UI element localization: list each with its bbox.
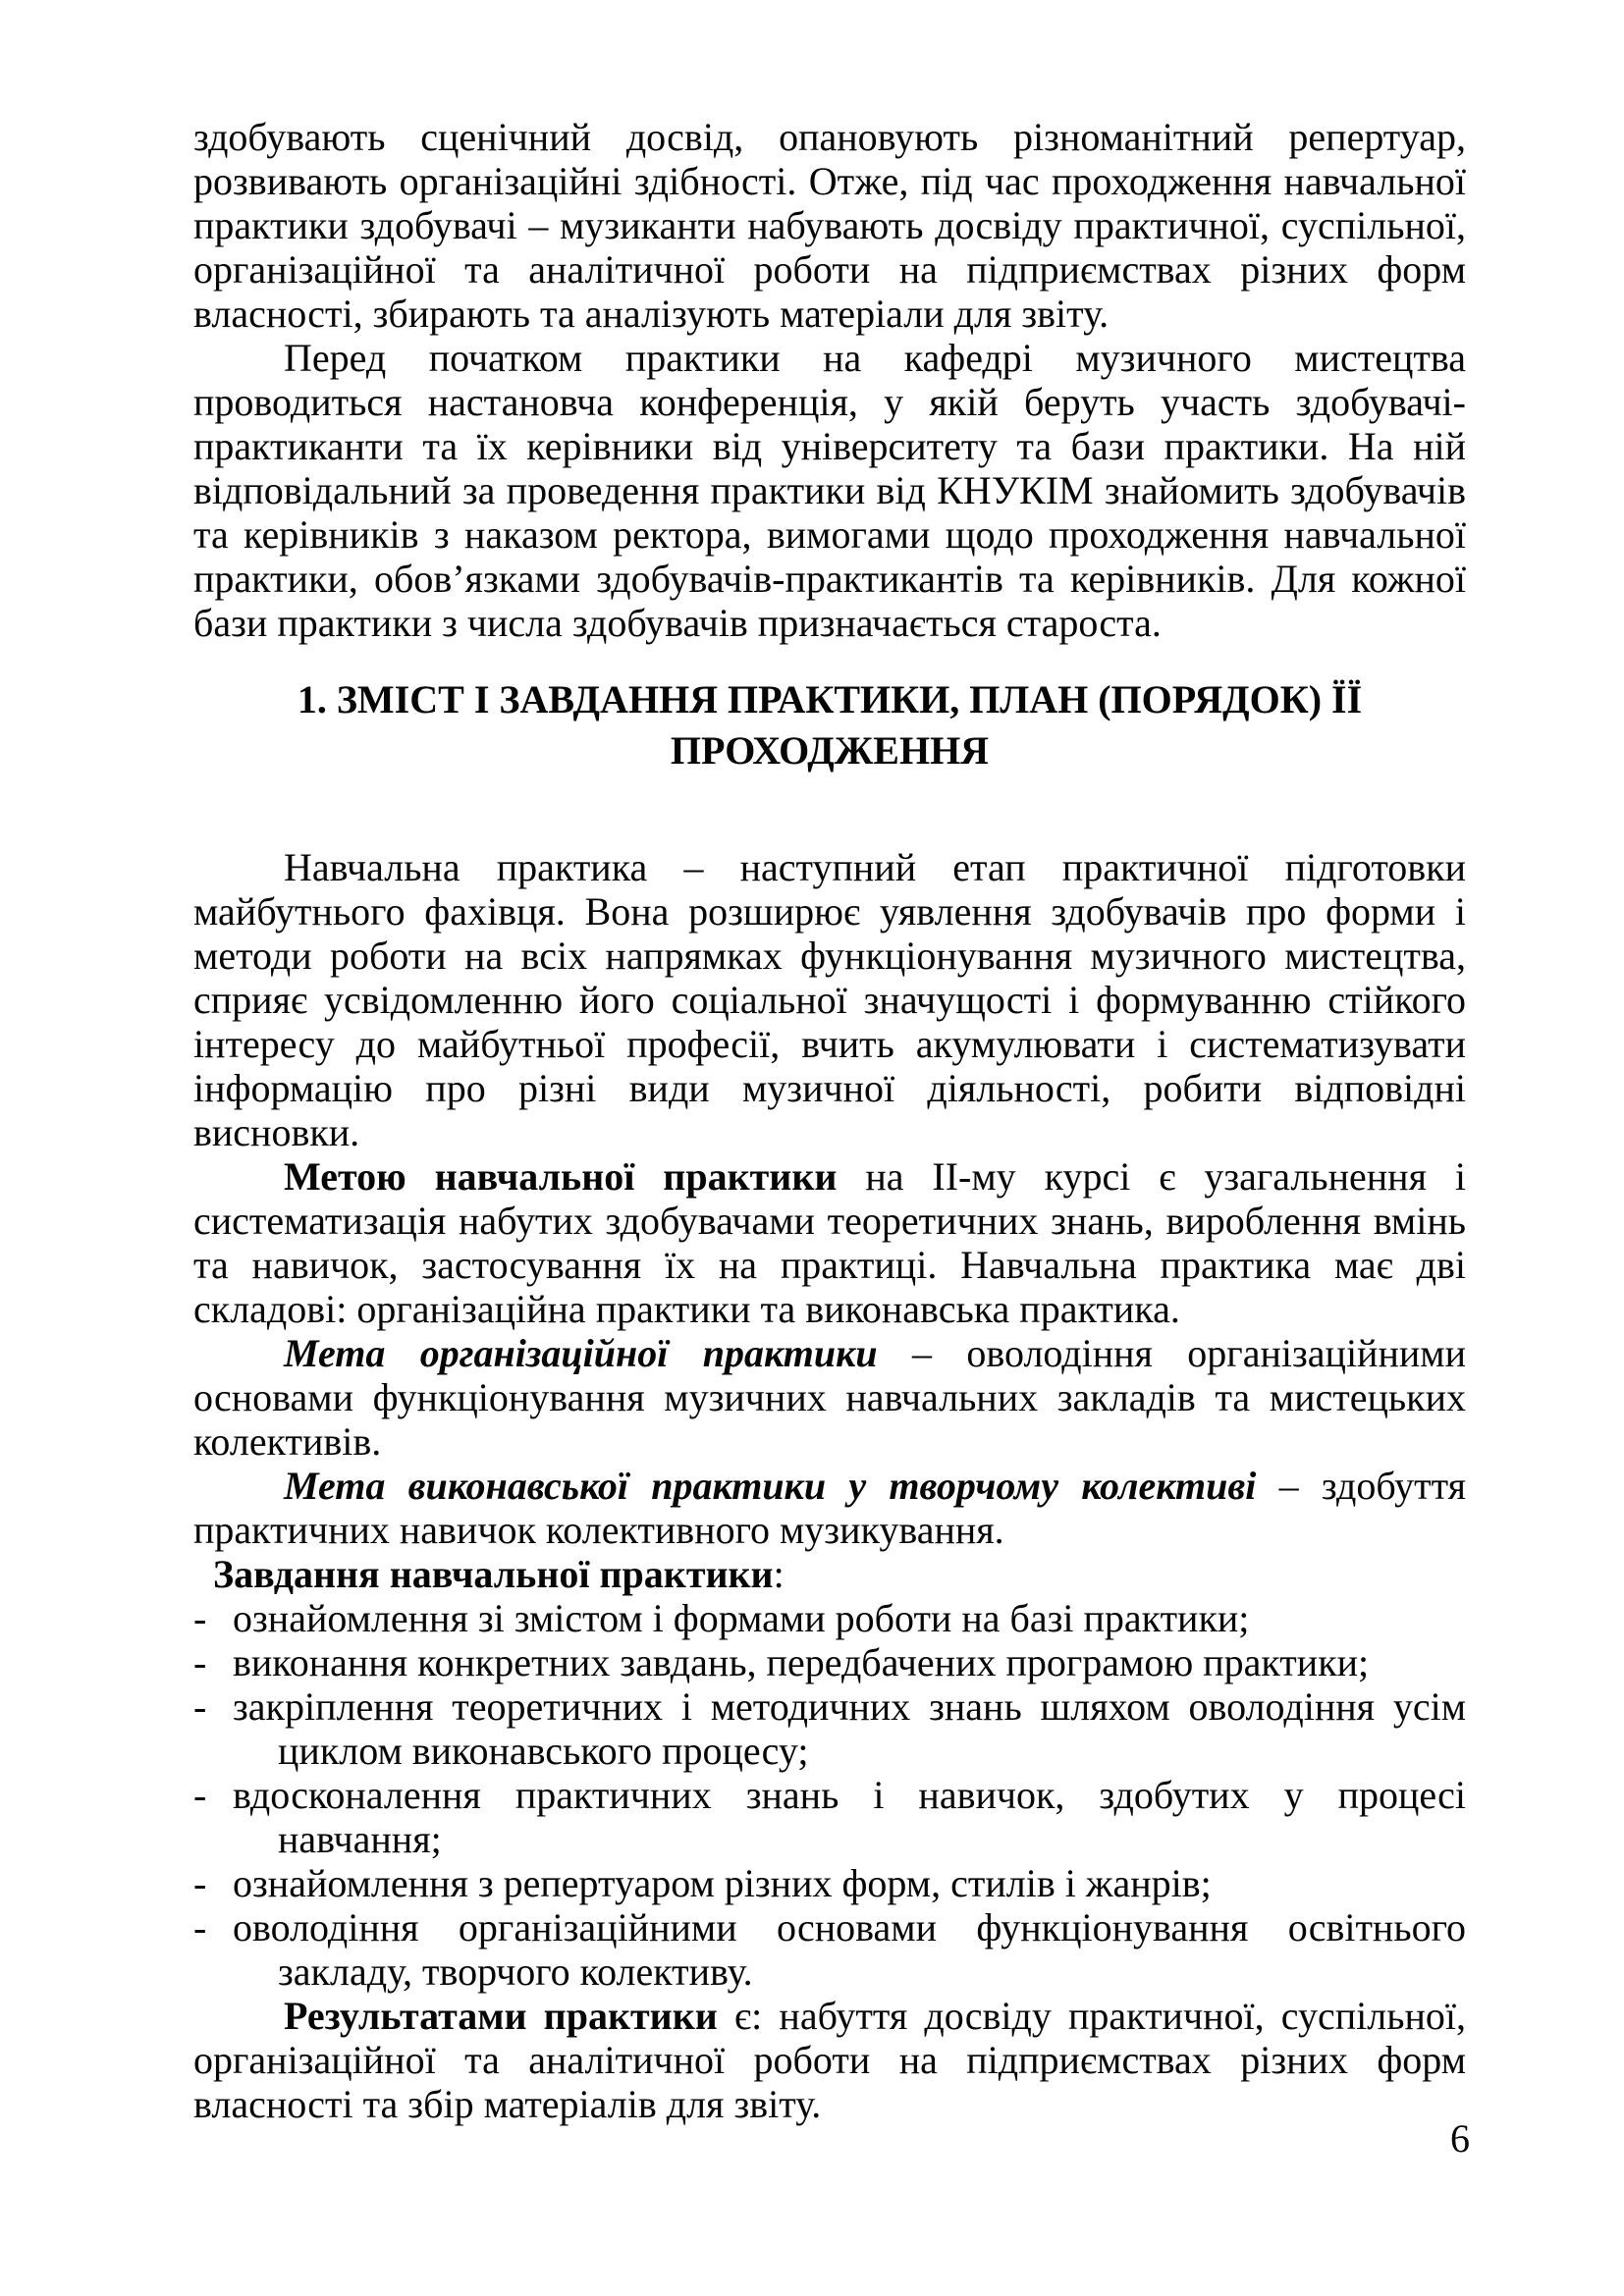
section-heading-line-2: ПРОХОДЖЕННЯ [670,728,990,773]
list-dash-marker: - [193,1773,207,1817]
performance-goal-lead-bold-italic: Мета виконавської практики у творчому колективі [284,1464,1257,1508]
list-dash-marker: - [193,1596,207,1640]
list-item [193,1640,1466,1684]
paragraph-tasks-title [193,1552,1466,1596]
paragraph-practice-intro: Навчальна практика – наступний етап практичної підготовки майбутнього фахівця. Вона розширює уявлення здобувачів про форми і методи роботи на всіх напрямках функціонування музичного мистецтва, сприяє усвідомленню його соціальної значущості і формуванню стійкого інтересу до майбутньої професії, вчить акумулювати і систематизувати інформацію про різні види музичної діяльності, робити відповідні висновки. [193,845,1466,1154]
list-item [193,1773,1466,1861]
list-item [193,1596,1466,1640]
list-item [193,1905,1466,1994]
practice-goal-text: на ІІ-му курсі є узагальнення і систематизація набутих здобувачами теоретичних знань, вироблення вмінь та навичок, застосування їх на практиці. Навчальна практика має дві складові: організаційна практики та виконавська практика. [193,1154,1466,1331]
list-item-text: закріплення теоретичних і методичних знань шляхом оволодіння усім циклом виконавського процесу; [233,1684,1466,1773]
list-dash-marker: - [193,1905,207,1949]
tasks-list [193,1596,1466,1994]
paragraph-orientation-conference: Перед початком практики на кафедрі музичного мистецтва проводиться настановча конференція, у якій беруть участь здобувачі-практиканти та їх керівники від університету та бази практики. На ній відповідальний за проведення практики від КНУКІМ знайомить здобувачів та керівників з наказом ректора, вимогами щодо проходження навчальної практики, обов’язками здобувачів-практикантів та керівників. Для кожної бази практики з числа здобувачів призначається староста. [193,336,1466,645]
paragraph-performance-goal [193,1464,1466,1552]
paragraph-practice-goal [193,1154,1466,1331]
organizational-goal-text: – оволодіння організаційними основами функціонування музичних навчальних закладів та мистецьких колективів. [193,1331,1466,1464]
list-dash-marker: - [193,1684,207,1729]
list-item [193,1684,1466,1773]
results-text: є: набуття досвіду практичної, суспільної, організаційної та аналітичної роботи на підприємствах різних форм власності та збір матеріалів для звіту. [193,1994,1466,2126]
tasks-title-colon: : [773,1552,785,1596]
list-item-text: ознайомлення зі змістом і формами роботи на базі практики; [233,1596,1250,1640]
paragraph-results [193,1994,1466,2126]
list-item-text: вдосконалення практичних знань і навичок, здобутих у процесі навчання; [233,1773,1466,1861]
paragraph-continued-from-previous-page: здобувають сценічний досвід, опановують різноманітний репертуар, розвивають організаційні здібності. Отже, під час проходження навчальної практики здобувачі – музиканти набувають досвіду практичної, суспільної, організаційної та аналітичної роботи на підприємствах різних форм власності, збирають та аналізують матеріали для звіту. [193,115,1466,336]
organizational-goal-lead-bold-italic: Мета організаційної практики [284,1331,878,1375]
paragraph-organizational-goal [193,1331,1466,1464]
section-heading [193,674,1466,776]
list-dash-marker: - [193,1861,207,1905]
list-item-text: оволодіння організаційними основами функціонування освітнього закладу, творчого колективу. [233,1905,1466,1994]
list-item [193,1861,1466,1905]
performance-goal-text: – здобуття практичних навичок колективного музикування. [193,1464,1467,1552]
list-item-text: виконання конкретних завдань, передбачених програмою практики; [233,1640,1370,1684]
results-lead-bold: Результатами практики [284,1994,718,2038]
list-item-text: ознайомлення з репертуаром різних форм, стилів і жанрів; [233,1861,1212,1905]
tasks-title-bold: Завдання навчальної практики [213,1552,774,1596]
page-body [193,115,1466,2126]
practice-goal-lead-bold: Метою навчальної практики [284,1154,838,1199]
list-dash-marker: - [193,1640,207,1684]
section-heading-line-1: 1. ЗМІСТ І ЗАВДАННЯ ПРАКТИКИ, ПЛАН (ПОРЯДОК) ЇЇ [297,677,1363,721]
page-number: 6 [1450,2116,1470,2161]
